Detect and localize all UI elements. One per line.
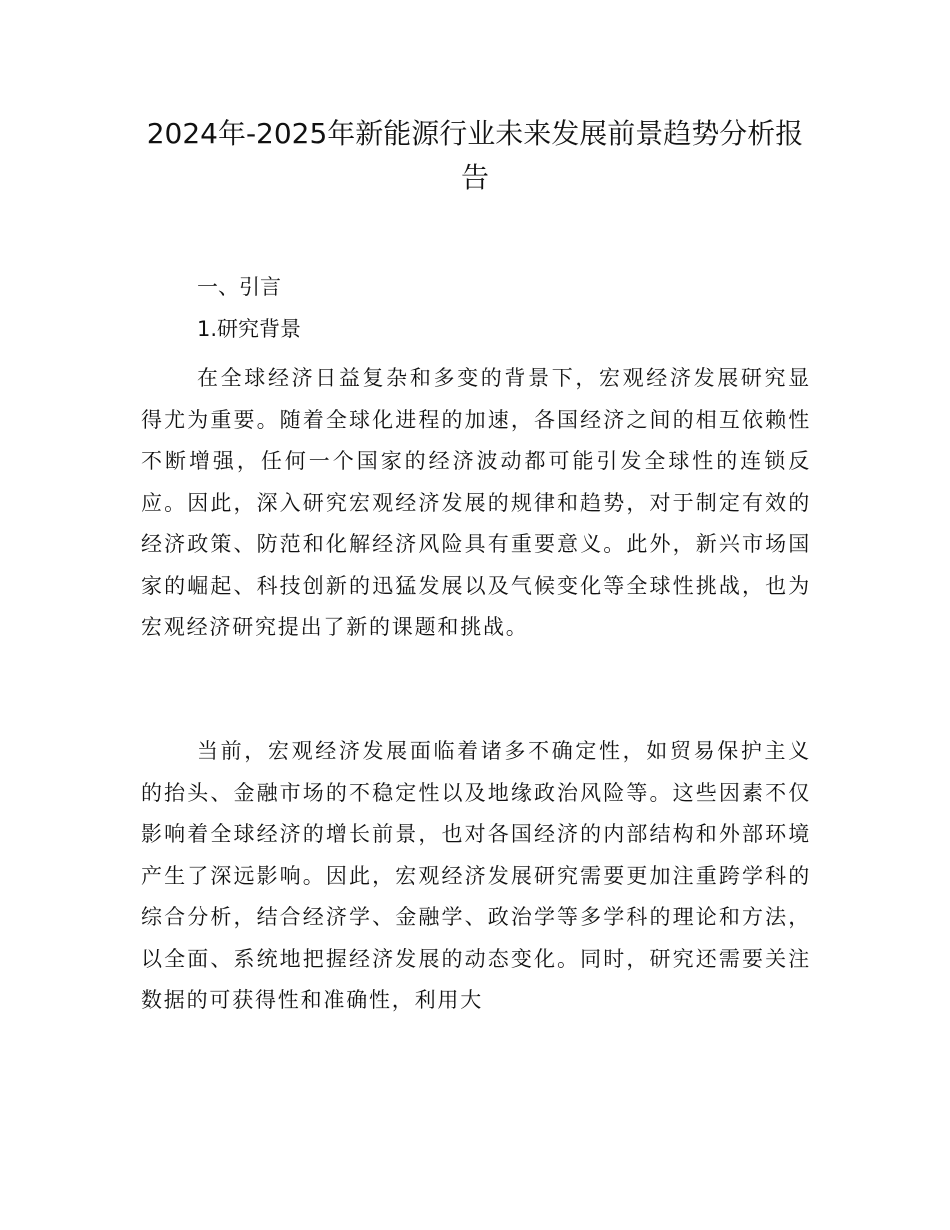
document-title: 2024年-2025年新能源行业未来发展前景趋势分析报告 [146,117,804,194]
body-paragraph: 当前，宏观经济发展面临着诸多不确定性，如贸易保护主义的抬头、金融市场的不稳定性以及地缘政治风险等。这些因素不仅影响着全球经济的增长前景，也对各国经济的内部结构和外部环境产生了深远影响。因此，宏观经济发展研究需要更加注重跨学科的综合分析，结合经济学、金融学、政治学等多学科的理论和方法，以全面、系统地把握经济发展的动态变化。同时，研究还需要关注数据的可获得性和准确性，利用大 [141,739,811,1012]
subsection-heading: 1.研究背景 [197,317,302,341]
section-heading: 一、引言 [197,275,281,299]
body-paragraph: 在全球经济日益复杂和多变的背景下，宏观经济发展研究显得尤为重要。随着全球化进程的加速，各国经济之间的相互依赖性不断增强，任何一个国家的经济波动都可能引发全球性的连锁反应。因此，深入研究宏观经济发展的规律和趋势，对于制定有效的经济政策、防范和化解经济风险具有重要意义。此外，新兴市场国家的崛起、科技创新的迅猛发展以及气候变化等全球性挑战，也为宏观经济研究提出了新的课题和挑战。 [141,366,811,639]
